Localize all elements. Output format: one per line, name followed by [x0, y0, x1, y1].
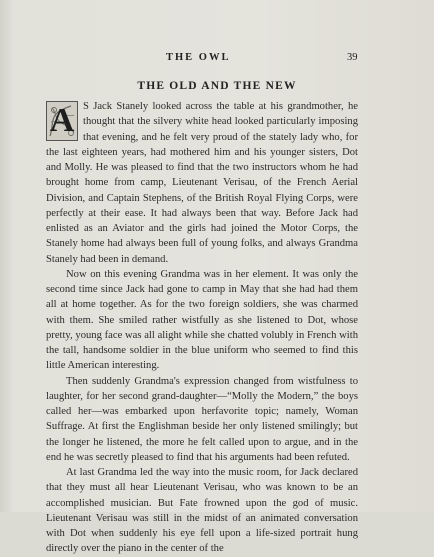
article-body — [46, 99, 358, 557]
article-title: THE OLD AND THE NEW — [137, 80, 297, 92]
running-title: THE OWL — [166, 52, 231, 63]
page-number: 39 — [347, 52, 358, 63]
paragraph-4: At last Grandma led the way into the music room, for Jack declared that they must all hear Lieutenant Verisau, who was known to be an accomplished musician. But Fate frowned upon the god of music. Lieutenant Verisau was still in the midst of an animated conversation with Dot when suddenly his eye fell upon a life-sized portrait hung directly over the piano in the center of the — [46, 467, 358, 555]
drop-cap-letter: A — [49, 102, 75, 139]
page-header — [0, 52, 434, 66]
paragraph-2: Now on this evening Grandma was in her element. It was only the second time since Jack had gone to camp in May that she had had them all at home together. As for the two foreign soldiers, she was charmed with them. She smiled rather wistfully as she listened to Dot, whose pretty, young face was all alight while she chatted volubly in French with the tall, handsome soldier in the blue uniform who seemed to find this little American interesting. — [46, 268, 358, 372]
drop-cap — [46, 101, 78, 141]
paragraph-1-text: S Jack Stanely looked across the table at his grandmother, he thought that the silvery white head looked particularly imposing that evening, and he felt very proud of the stately lady who, for the last eighteen years, had mothered him and his younger sisters, Dot and Molly. He was pleased to find that the two instructors whom he had brought home from camp, Lieutenant Verisau, of the French Aerial Division, and Captain Stephens, of the British Royal Flying Corps, were perfectly at their ease. It had always been that way. Before Jack had enlisted as an Aviator and the girls had joined the Motor Corps, the Stanely home had always been full of young folks, and always Grandma Stanely had been in demand. — [46, 101, 358, 265]
paragraph-3: Then suddenly Grandma's expression changed from wistfulness to laughter, for her second grand-daughter—“Molly the Modern,” the boys called her—was embarked upon herfavorite topic; namely, Woman Suffrage. At first the Englishman beside her only listened smilingly; but the longer he listened, the more he felt called upon to argue, and in the end he was secretly pleased to find that his arguments had been refuted. — [46, 375, 358, 463]
paragraph-1 — [46, 99, 358, 267]
